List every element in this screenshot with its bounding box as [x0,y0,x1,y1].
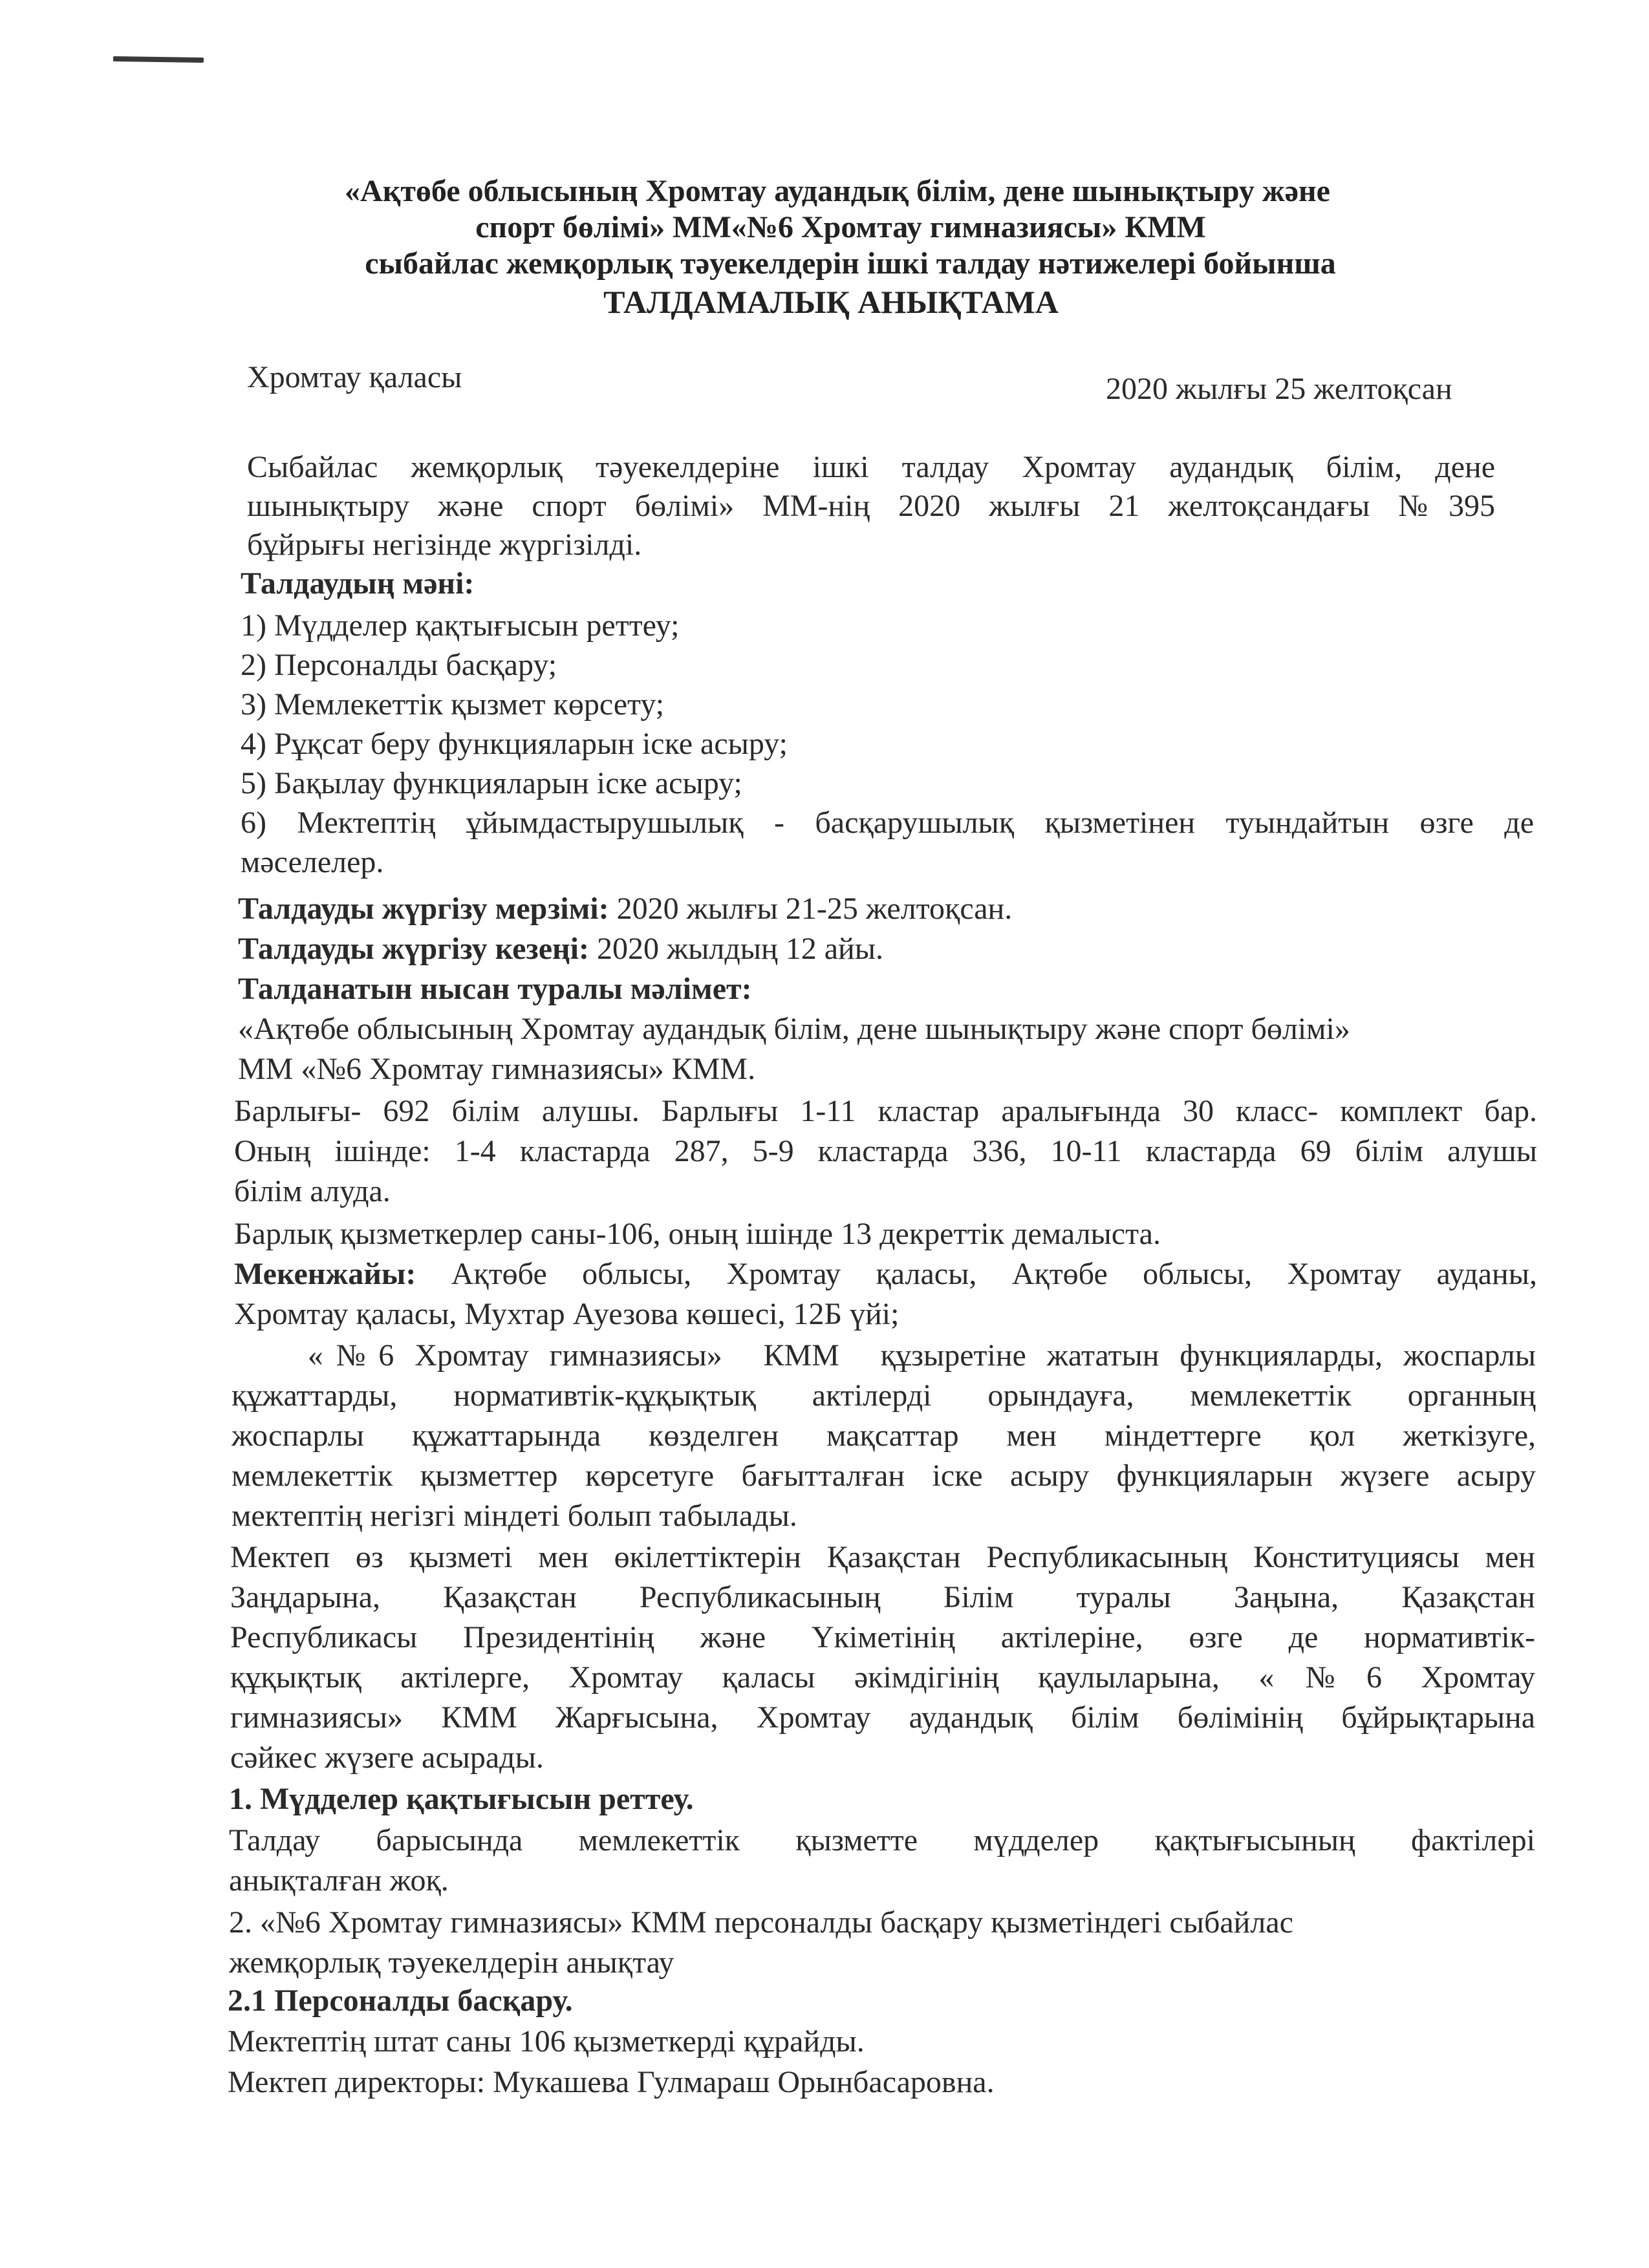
period-line [238,929,1544,969]
term-label: Талдауды жүргізу мерзімі: [238,892,609,926]
essence-item: 6) Мектептің ұйымдастырушылық - басқарушылық қызметінен туындайтын өзге де [241,806,1534,840]
period-value: 2020 жылдың 12 айы. [589,932,883,966]
date: 2020 жылғы 25 желтоқсан [1106,372,1452,406]
essence-item-cont: мәселелер. [241,845,384,879]
term-value: 2020 жылғы 21-25 желтоқсан. [609,892,1013,926]
functions-line: құжаттарды, нормативтік-құқықтық актілерді орындауға, мемлекеттік органның [232,1378,1536,1413]
intro-line-3: бұйрығы негізінде жүргізілді. [247,528,642,562]
period-label: Талдауды жүргізу кезеңі: [238,932,589,966]
object-line: «Ақтөбе облысының Хромтау аудандық білім, дене шынықтыру және спорт бөлімі» [238,1012,1350,1046]
essence-item: 5) Бақылау функцияларын іске асыру; [241,766,742,800]
essence-item: 2) Персоналды басқару; [241,648,557,682]
students-line: білім алуда. [234,1174,391,1208]
title-line-4: ТАЛДАМАЛЫҚ АНЫҚТАМА [603,284,1059,320]
address-line-1 [234,1254,1537,1294]
legal-line: сәйкес жүзеге асырады. [230,1740,544,1775]
functions-line: мемлекеттік қызметтер көрсетуге бағытталған іске асыру функцияларын жүзеге асыру [232,1459,1536,1493]
address-line-2: Хромтау қаласы, Мухтар Ауезова көшесі, 12Б үйі; [234,1297,900,1331]
section1-heading: 1. Мүдделер қақтығысын реттеу. [229,1782,694,1816]
section21-line: Мектеп директоры: Мукашева Гулмараш Орынбасаровна. [228,2065,995,2099]
legal-line: Мектеп өз қызметі мен өкілеттіктерін Қазақстан Республикасының Конституциясы мен [230,1540,1535,1574]
document-title [0,173,1649,322]
functions-line: жоспарлы құжаттарында көзделген мақсаттар мен міндеттерге қол жеткізуге, [232,1418,1536,1453]
essence-item: 3) Мемлекеттік қызмет көрсету; [241,687,665,722]
address-value-1: Ақтөбе облысы, Хромтау қаласы, Ақтөбе облысы, Хромтау ауданы, [416,1257,1537,1291]
functions-line: мектептің негізгі міндеті болып табылады. [232,1499,797,1533]
address-label: Мекенжайы: [234,1257,416,1291]
essence-heading: Талдаудың мәні: [241,566,475,601]
section2-line: 2. «№6 Хромтау гимназиясы» КММ персоналды басқару қызметіндегі сыбайлас [229,1905,1293,1940]
section1-line: Талдау барысында мемлекеттік қызметте мүдделер қақтығысының фактілері [229,1823,1535,1857]
legal-line: гимназиясы» КММ Жарғысына, Хромтау аудандық білім бөлімінің бұйрықтарына [230,1700,1535,1735]
title-line-3: сыбайлас жемқорлық тәуекелдерін ішкі талдау нәтижелері бойынша [365,246,1336,281]
section2-line: жемқорлық тәуекелдерін анықтау [229,1945,674,1980]
section21-heading: 2.1 Персоналды басқару. [228,1984,573,2018]
term-line [238,889,1544,929]
legal-line: құқықтық актілерге, Хромтау қаласы әкімдігінің қаулыларына, «№6 Хромтау [230,1660,1535,1695]
students-line: Барлығы- 692 білім алушы. Барлығы 1-11 кластар аралығында 30 класс- комплект бар. [234,1094,1537,1128]
section1-line: анықталған жоқ. [229,1863,449,1898]
object-line: ММ «№6 Хромтау гимназиясы» КММ. [238,1052,756,1086]
intro-line-2: шынықтыру және спорт бөлімі» ММ-нің 2020 жылғы 21 желтоқсандағы №395 [247,489,1495,523]
scan-mark [113,56,204,63]
essence-item: 4) Рұқсат беру функцияларын іске асыру; [241,727,788,761]
title-line-1: «Ақтөбе облысының Хромтау аудандық білім, дене шынықтыру және [345,174,1330,208]
staff-line: Барлық қызметкерлер саны-106, оның ішінде 13 декреттік демалыста. [234,1217,1161,1251]
legal-line: Заңдарына, Қазақстан Республикасының Білім туралы Заңына, Қазақстан [230,1580,1535,1614]
object-heading: Талданатын нысан туралы мәлімет: [238,972,752,1006]
legal-line: Республикасы Президентінің және Үкіметінің актілеріне, өзге де нормативтік- [230,1620,1535,1654]
place: Хромтау қаласы [247,360,462,394]
functions-line: «№6 Хромтау гимназиясы» КММ құзыретіне жататын функцияларды, жоспарлы [246,1338,1536,1373]
intro-line-1: Сыбайлас жемқорлық тәуекелдеріне ішкі талдау Хромтау аудандық білім, дене [247,450,1495,484]
students-line: Оның ішінде: 1-4 кластарда 287, 5-9 кластарда 336, 10-11 кластарда 69 білім алушы [234,1134,1537,1168]
title-line-2: спорт бөлімі» ММ«№6 Хромтау гимназиясы» КММ [475,210,1206,244]
section21-line: Мектептің штат саны 106 қызметкерді құрайды. [228,2024,865,2059]
essence-item: 1) Мүдделер қақтығысын реттеу; [241,608,680,643]
